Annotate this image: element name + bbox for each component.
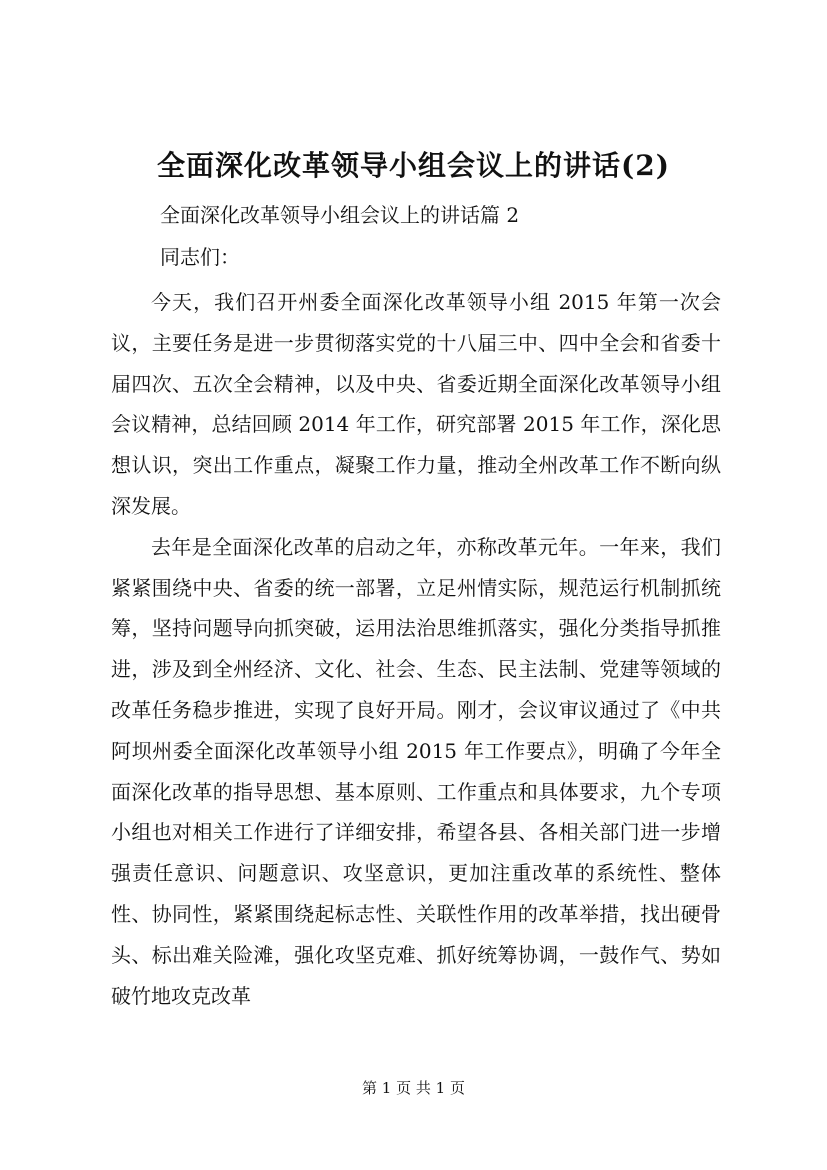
paragraph-2: 去年是全面深化改革的启动之年，亦称改革元年。一年来，我们紧紧围绕中央、省委的统一部署，立足州情实际，规范运行机制抓统筹，坚持问题导向抓突破，运用法治思维抓落实，强化分类指导抓推进，涉及到全州经济、文化、社会、生态、民主法制、党建等领域的改革任务稳步推进，实现了良好开局。刚才，会议审议通过了《中共阿坝州委全面深化改革领导小组 2015 年工作要点》，明确了今年全面深化改革的指导思想、基本原则、工作重点和具体要求，九个专项小组也对相关工作进行了详细安排，希望各县、各相关部门进一步增强责任意识、问题意识、攻坚意识，更加注重改革的系统性、整体性、协同性，紧紧围绕起标志性、关联性作用的改革举措，找出硬骨头、标出难关险滩，强化攻坚克难、抓好统筹协调，一鼓作气、势如破竹地攻克改革 [111,534,721,1008]
document-title: 全面深化改革领导小组会议上的讲话(2) [157,149,670,182]
page-footer: 第 1 页 共 1 页 [362,1079,465,1097]
document-subtitle: 全面深化改革领导小组会议上的讲话篇 2 [160,203,520,227]
paragraph-1: 今天，我们召开州委全面深化改革领导小组 2015 年第一次会议，主要任务是进一步贯彻落实党的十八届三中、四中全会和省委十届四次、五次全会精神，以及中央、省委近期全面深化改革领导小组会议精神，总结回顾 2014 年工作，研究部署 2015 年工作，深化思想认识，突出工作重点，凝聚工作力量，推动全州改革工作不断向纵深发展。 [111,290,721,518]
salutation: 同志们： [160,245,240,269]
body-text [111,282,721,1016]
